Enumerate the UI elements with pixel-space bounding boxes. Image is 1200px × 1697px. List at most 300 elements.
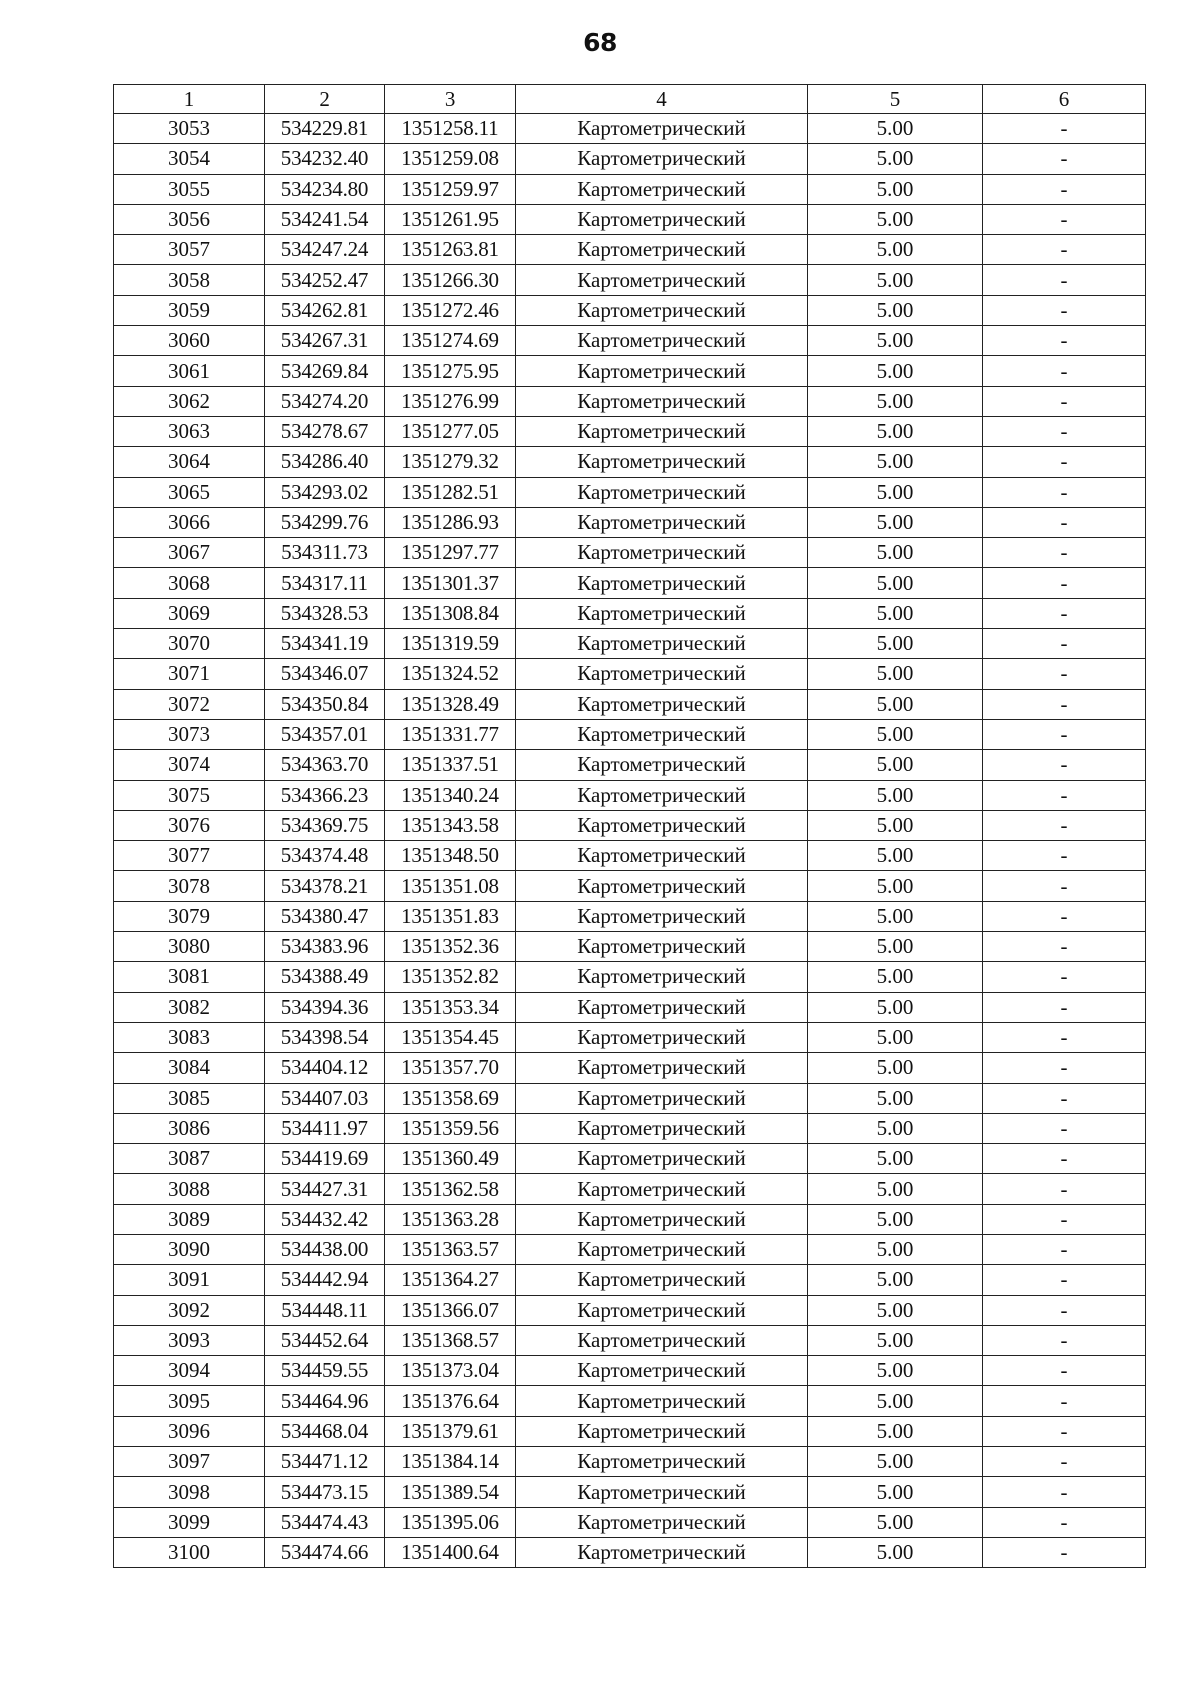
point-number-cell: 3098: [114, 1477, 265, 1507]
x-coordinate-cell: 534286.40: [265, 447, 385, 477]
point-number-cell: 3073: [114, 719, 265, 749]
accuracy-cell: 5.00: [808, 1053, 983, 1083]
point-number-cell: 3063: [114, 416, 265, 446]
method-cell: Картометрический: [516, 235, 808, 265]
column-header-1: 1: [114, 85, 265, 114]
table-row: [114, 568, 1146, 598]
table-row: [114, 629, 1146, 659]
x-coordinate-cell: 534427.31: [265, 1174, 385, 1204]
note-cell: -: [983, 295, 1146, 325]
method-cell: Картометрический: [516, 1477, 808, 1507]
table-row: [114, 1477, 1146, 1507]
point-number-cell: 3091: [114, 1265, 265, 1295]
method-cell: Картометрический: [516, 1144, 808, 1174]
y-coordinate-cell: 1351379.61: [385, 1416, 516, 1446]
note-cell: -: [983, 932, 1146, 962]
accuracy-cell: 5.00: [808, 144, 983, 174]
y-coordinate-cell: 1351276.99: [385, 386, 516, 416]
method-cell: Картометрический: [516, 416, 808, 446]
table-row: [114, 386, 1146, 416]
note-cell: -: [983, 689, 1146, 719]
y-coordinate-cell: 1351360.49: [385, 1144, 516, 1174]
note-cell: -: [983, 629, 1146, 659]
y-coordinate-cell: 1351279.32: [385, 447, 516, 477]
method-cell: Картометрический: [516, 144, 808, 174]
accuracy-cell: 5.00: [808, 1265, 983, 1295]
method-cell: Картометрический: [516, 1416, 808, 1446]
y-coordinate-cell: 1351348.50: [385, 841, 516, 871]
table-row: [114, 114, 1146, 144]
table-row: [114, 356, 1146, 386]
x-coordinate-cell: 534317.11: [265, 568, 385, 598]
x-coordinate-cell: 534419.69: [265, 1144, 385, 1174]
method-cell: Картометрический: [516, 1325, 808, 1355]
accuracy-cell: 5.00: [808, 1295, 983, 1325]
x-coordinate-cell: 534448.11: [265, 1295, 385, 1325]
note-cell: -: [983, 538, 1146, 568]
note-cell: -: [983, 386, 1146, 416]
page-number: 68: [583, 28, 617, 57]
method-cell: Картометрический: [516, 932, 808, 962]
note-cell: -: [983, 174, 1146, 204]
table-row: [114, 1386, 1146, 1416]
accuracy-cell: 5.00: [808, 841, 983, 871]
method-cell: Картометрический: [516, 1386, 808, 1416]
y-coordinate-cell: 1351366.07: [385, 1295, 516, 1325]
point-number-cell: 3066: [114, 507, 265, 537]
y-coordinate-cell: 1351362.58: [385, 1174, 516, 1204]
table-row: [114, 1174, 1146, 1204]
note-cell: -: [983, 265, 1146, 295]
point-number-cell: 3077: [114, 841, 265, 871]
method-cell: Картометрический: [516, 719, 808, 749]
accuracy-cell: 5.00: [808, 204, 983, 234]
point-number-cell: 3087: [114, 1144, 265, 1174]
x-coordinate-cell: 534278.67: [265, 416, 385, 446]
x-coordinate-cell: 534474.43: [265, 1507, 385, 1537]
table-row: [114, 1022, 1146, 1052]
x-coordinate-cell: 534442.94: [265, 1265, 385, 1295]
x-coordinate-cell: 534247.24: [265, 235, 385, 265]
point-number-cell: 3067: [114, 538, 265, 568]
method-cell: Картометрический: [516, 1447, 808, 1477]
accuracy-cell: 5.00: [808, 568, 983, 598]
note-cell: -: [983, 326, 1146, 356]
x-coordinate-cell: 534369.75: [265, 810, 385, 840]
table-row: [114, 1083, 1146, 1113]
table-row: [114, 1053, 1146, 1083]
y-coordinate-cell: 1351258.11: [385, 114, 516, 144]
y-coordinate-cell: 1351259.08: [385, 144, 516, 174]
coordinates-table: [113, 84, 1146, 1568]
x-coordinate-cell: 534438.00: [265, 1234, 385, 1264]
note-cell: -: [983, 841, 1146, 871]
note-cell: -: [983, 992, 1146, 1022]
x-coordinate-cell: 534293.02: [265, 477, 385, 507]
table-row: [114, 810, 1146, 840]
table-row: [114, 1537, 1146, 1567]
x-coordinate-cell: 534274.20: [265, 386, 385, 416]
x-coordinate-cell: 534380.47: [265, 901, 385, 931]
note-cell: -: [983, 144, 1146, 174]
accuracy-cell: 5.00: [808, 265, 983, 295]
point-number-cell: 3070: [114, 629, 265, 659]
note-cell: -: [983, 447, 1146, 477]
method-cell: Картометрический: [516, 689, 808, 719]
point-number-cell: 3057: [114, 235, 265, 265]
y-coordinate-cell: 1351395.06: [385, 1507, 516, 1537]
x-coordinate-cell: 534357.01: [265, 719, 385, 749]
x-coordinate-cell: 534473.15: [265, 1477, 385, 1507]
note-cell: -: [983, 235, 1146, 265]
accuracy-cell: 5.00: [808, 992, 983, 1022]
table-row: [114, 1295, 1146, 1325]
table-row: [114, 1507, 1146, 1537]
accuracy-cell: 5.00: [808, 901, 983, 931]
y-coordinate-cell: 1351337.51: [385, 750, 516, 780]
point-number-cell: 3060: [114, 326, 265, 356]
y-coordinate-cell: 1351352.36: [385, 932, 516, 962]
y-coordinate-cell: 1351277.05: [385, 416, 516, 446]
accuracy-cell: 5.00: [808, 477, 983, 507]
x-coordinate-cell: 534374.48: [265, 841, 385, 871]
accuracy-cell: 5.00: [808, 356, 983, 386]
accuracy-cell: 5.00: [808, 538, 983, 568]
column-header-2: 2: [265, 85, 385, 114]
table-row: [114, 598, 1146, 628]
point-number-cell: 3096: [114, 1416, 265, 1446]
x-coordinate-cell: 534432.42: [265, 1204, 385, 1234]
x-coordinate-cell: 534311.73: [265, 538, 385, 568]
y-coordinate-cell: 1351343.58: [385, 810, 516, 840]
note-cell: -: [983, 1174, 1146, 1204]
point-number-cell: 3080: [114, 932, 265, 962]
y-coordinate-cell: 1351275.95: [385, 356, 516, 386]
x-coordinate-cell: 534388.49: [265, 962, 385, 992]
table-row: [114, 901, 1146, 931]
column-header-4: 4: [516, 85, 808, 114]
method-cell: Картометрический: [516, 1083, 808, 1113]
x-coordinate-cell: 534468.04: [265, 1416, 385, 1446]
method-cell: Картометрический: [516, 1295, 808, 1325]
accuracy-cell: 5.00: [808, 1234, 983, 1264]
y-coordinate-cell: 1351373.04: [385, 1356, 516, 1386]
table-row: [114, 447, 1146, 477]
point-number-cell: 3068: [114, 568, 265, 598]
table-row: [114, 326, 1146, 356]
point-number-cell: 3072: [114, 689, 265, 719]
y-coordinate-cell: 1351368.57: [385, 1325, 516, 1355]
table-row: [114, 416, 1146, 446]
x-coordinate-cell: 534452.64: [265, 1325, 385, 1355]
accuracy-cell: 5.00: [808, 1022, 983, 1052]
x-coordinate-cell: 534328.53: [265, 598, 385, 628]
note-cell: -: [983, 568, 1146, 598]
point-number-cell: 3056: [114, 204, 265, 234]
x-coordinate-cell: 534398.54: [265, 1022, 385, 1052]
note-cell: -: [983, 1144, 1146, 1174]
y-coordinate-cell: 1351324.52: [385, 659, 516, 689]
table-row: [114, 992, 1146, 1022]
method-cell: Картометрический: [516, 1234, 808, 1264]
point-number-cell: 3084: [114, 1053, 265, 1083]
column-header-3: 3: [385, 85, 516, 114]
table-row: [114, 719, 1146, 749]
accuracy-cell: 5.00: [808, 1325, 983, 1355]
table-row: [114, 265, 1146, 295]
y-coordinate-cell: 1351389.54: [385, 1477, 516, 1507]
table-row: [114, 477, 1146, 507]
method-cell: Картометрический: [516, 295, 808, 325]
y-coordinate-cell: 1351359.56: [385, 1113, 516, 1143]
accuracy-cell: 5.00: [808, 962, 983, 992]
point-number-cell: 3093: [114, 1325, 265, 1355]
y-coordinate-cell: 1351328.49: [385, 689, 516, 719]
y-coordinate-cell: 1351297.77: [385, 538, 516, 568]
note-cell: -: [983, 1295, 1146, 1325]
table-row: [114, 750, 1146, 780]
note-cell: -: [983, 1083, 1146, 1113]
x-coordinate-cell: 534350.84: [265, 689, 385, 719]
table-row: [114, 1265, 1146, 1295]
table-row: [114, 1447, 1146, 1477]
point-number-cell: 3059: [114, 295, 265, 325]
method-cell: Картометрический: [516, 538, 808, 568]
y-coordinate-cell: 1351263.81: [385, 235, 516, 265]
note-cell: -: [983, 598, 1146, 628]
accuracy-cell: 5.00: [808, 1174, 983, 1204]
note-cell: -: [983, 1113, 1146, 1143]
accuracy-cell: 5.00: [808, 447, 983, 477]
accuracy-cell: 5.00: [808, 1507, 983, 1537]
method-cell: Картометрический: [516, 780, 808, 810]
method-cell: Картометрический: [516, 901, 808, 931]
method-cell: Картометрический: [516, 962, 808, 992]
table-row: [114, 235, 1146, 265]
accuracy-cell: 5.00: [808, 1204, 983, 1234]
method-cell: Картометрический: [516, 386, 808, 416]
method-cell: Картометрический: [516, 1537, 808, 1567]
accuracy-cell: 5.00: [808, 326, 983, 356]
method-cell: Картометрический: [516, 174, 808, 204]
accuracy-cell: 5.00: [808, 1447, 983, 1477]
x-coordinate-cell: 534234.80: [265, 174, 385, 204]
method-cell: Картометрический: [516, 1356, 808, 1386]
table-row: [114, 871, 1146, 901]
y-coordinate-cell: 1351282.51: [385, 477, 516, 507]
point-number-cell: 3083: [114, 1022, 265, 1052]
method-cell: Картометрический: [516, 568, 808, 598]
point-number-cell: 3082: [114, 992, 265, 1022]
accuracy-cell: 5.00: [808, 114, 983, 144]
note-cell: -: [983, 871, 1146, 901]
note-cell: -: [983, 719, 1146, 749]
table-row: [114, 780, 1146, 810]
point-number-cell: 3055: [114, 174, 265, 204]
y-coordinate-cell: 1351364.27: [385, 1265, 516, 1295]
accuracy-cell: 5.00: [808, 810, 983, 840]
x-coordinate-cell: 534394.36: [265, 992, 385, 1022]
accuracy-cell: 5.00: [808, 719, 983, 749]
point-number-cell: 3099: [114, 1507, 265, 1537]
y-coordinate-cell: 1351351.08: [385, 871, 516, 901]
x-coordinate-cell: 534471.12: [265, 1447, 385, 1477]
note-cell: -: [983, 1537, 1146, 1567]
accuracy-cell: 5.00: [808, 871, 983, 901]
accuracy-cell: 5.00: [808, 689, 983, 719]
accuracy-cell: 5.00: [808, 1113, 983, 1143]
y-coordinate-cell: 1351286.93: [385, 507, 516, 537]
accuracy-cell: 5.00: [808, 1477, 983, 1507]
note-cell: -: [983, 750, 1146, 780]
y-coordinate-cell: 1351301.37: [385, 568, 516, 598]
y-coordinate-cell: 1351352.82: [385, 962, 516, 992]
point-number-cell: 3074: [114, 750, 265, 780]
point-number-cell: 3076: [114, 810, 265, 840]
accuracy-cell: 5.00: [808, 416, 983, 446]
method-cell: Картометрический: [516, 992, 808, 1022]
x-coordinate-cell: 534378.21: [265, 871, 385, 901]
table-header: [114, 85, 1146, 114]
point-number-cell: 3078: [114, 871, 265, 901]
table-row: [114, 659, 1146, 689]
table-row: [114, 1234, 1146, 1264]
method-cell: Картометрический: [516, 1507, 808, 1537]
method-cell: Картометрический: [516, 841, 808, 871]
point-number-cell: 3094: [114, 1356, 265, 1386]
point-number-cell: 3061: [114, 356, 265, 386]
x-coordinate-cell: 534241.54: [265, 204, 385, 234]
accuracy-cell: 5.00: [808, 295, 983, 325]
method-cell: Картометрический: [516, 1022, 808, 1052]
y-coordinate-cell: 1351354.45: [385, 1022, 516, 1052]
table-row: [114, 932, 1146, 962]
y-coordinate-cell: 1351261.95: [385, 204, 516, 234]
x-coordinate-cell: 534363.70: [265, 750, 385, 780]
column-header-6: 6: [983, 85, 1146, 114]
table-row: [114, 144, 1146, 174]
y-coordinate-cell: 1351384.14: [385, 1447, 516, 1477]
note-cell: -: [983, 1356, 1146, 1386]
note-cell: -: [983, 356, 1146, 386]
point-number-cell: 3071: [114, 659, 265, 689]
table-body: [114, 114, 1146, 1568]
table-row: [114, 1356, 1146, 1386]
point-number-cell: 3085: [114, 1083, 265, 1113]
note-cell: -: [983, 1022, 1146, 1052]
note-cell: -: [983, 1416, 1146, 1446]
point-number-cell: 3081: [114, 962, 265, 992]
method-cell: Картометрический: [516, 447, 808, 477]
accuracy-cell: 5.00: [808, 1416, 983, 1446]
point-number-cell: 3092: [114, 1295, 265, 1325]
y-coordinate-cell: 1351319.59: [385, 629, 516, 659]
accuracy-cell: 5.00: [808, 750, 983, 780]
note-cell: -: [983, 204, 1146, 234]
y-coordinate-cell: 1351400.64: [385, 1537, 516, 1567]
x-coordinate-cell: 534229.81: [265, 114, 385, 144]
method-cell: Картометрический: [516, 265, 808, 295]
x-coordinate-cell: 534267.31: [265, 326, 385, 356]
note-cell: -: [983, 1325, 1146, 1355]
y-coordinate-cell: 1351274.69: [385, 326, 516, 356]
x-coordinate-cell: 534262.81: [265, 295, 385, 325]
method-cell: Картометрический: [516, 326, 808, 356]
method-cell: Картометрический: [516, 1053, 808, 1083]
point-number-cell: 3089: [114, 1204, 265, 1234]
note-cell: -: [983, 1477, 1146, 1507]
point-number-cell: 3086: [114, 1113, 265, 1143]
x-coordinate-cell: 534366.23: [265, 780, 385, 810]
table-row: [114, 962, 1146, 992]
table-row: [114, 1416, 1146, 1446]
table-row: [114, 1113, 1146, 1143]
accuracy-cell: 5.00: [808, 1386, 983, 1416]
method-cell: Картометрический: [516, 114, 808, 144]
accuracy-cell: 5.00: [808, 932, 983, 962]
column-header-5: 5: [808, 85, 983, 114]
point-number-cell: 3069: [114, 598, 265, 628]
note-cell: -: [983, 659, 1146, 689]
x-coordinate-cell: 534269.84: [265, 356, 385, 386]
method-cell: Картометрический: [516, 1113, 808, 1143]
note-cell: -: [983, 416, 1146, 446]
y-coordinate-cell: 1351266.30: [385, 265, 516, 295]
note-cell: -: [983, 1447, 1146, 1477]
note-cell: -: [983, 507, 1146, 537]
y-coordinate-cell: 1351353.34: [385, 992, 516, 1022]
note-cell: -: [983, 114, 1146, 144]
x-coordinate-cell: 534464.96: [265, 1386, 385, 1416]
point-number-cell: 3064: [114, 447, 265, 477]
note-cell: -: [983, 477, 1146, 507]
y-coordinate-cell: 1351357.70: [385, 1053, 516, 1083]
note-cell: -: [983, 1265, 1146, 1295]
point-number-cell: 3075: [114, 780, 265, 810]
point-number-cell: 3090: [114, 1234, 265, 1264]
table-row: [114, 507, 1146, 537]
accuracy-cell: 5.00: [808, 386, 983, 416]
table-row: [114, 841, 1146, 871]
y-coordinate-cell: 1351272.46: [385, 295, 516, 325]
point-number-cell: 3095: [114, 1386, 265, 1416]
x-coordinate-cell: 534252.47: [265, 265, 385, 295]
y-coordinate-cell: 1351363.57: [385, 1234, 516, 1264]
y-coordinate-cell: 1351363.28: [385, 1204, 516, 1234]
y-coordinate-cell: 1351351.83: [385, 901, 516, 931]
note-cell: -: [983, 901, 1146, 931]
accuracy-cell: 5.00: [808, 780, 983, 810]
point-number-cell: 3065: [114, 477, 265, 507]
y-coordinate-cell: 1351308.84: [385, 598, 516, 628]
method-cell: Картометрический: [516, 1204, 808, 1234]
table-row: [114, 1204, 1146, 1234]
accuracy-cell: 5.00: [808, 1537, 983, 1567]
method-cell: Картометрический: [516, 507, 808, 537]
note-cell: -: [983, 810, 1146, 840]
method-cell: Картометрический: [516, 1265, 808, 1295]
point-number-cell: 3097: [114, 1447, 265, 1477]
x-coordinate-cell: 534346.07: [265, 659, 385, 689]
accuracy-cell: 5.00: [808, 1356, 983, 1386]
x-coordinate-cell: 534459.55: [265, 1356, 385, 1386]
note-cell: -: [983, 780, 1146, 810]
accuracy-cell: 5.00: [808, 629, 983, 659]
table-row: [114, 174, 1146, 204]
x-coordinate-cell: 534383.96: [265, 932, 385, 962]
method-cell: Картометрический: [516, 204, 808, 234]
point-number-cell: 3079: [114, 901, 265, 931]
